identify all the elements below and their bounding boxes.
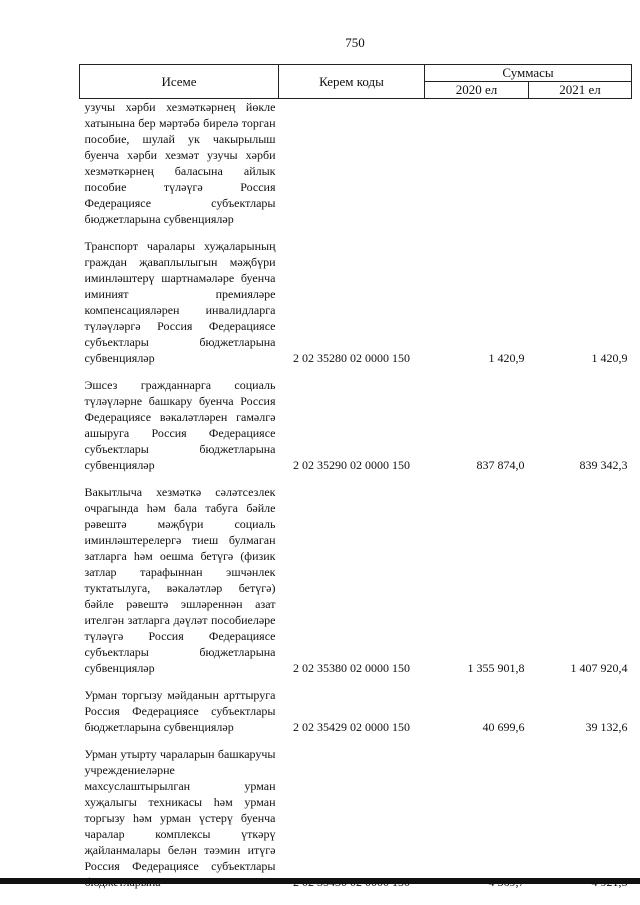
row-code: 2 02 35429 02 0000 150 <box>293 720 410 734</box>
row-value-2021 <box>529 99 632 228</box>
row-value-2021: 39 132,6 <box>585 720 628 734</box>
row-code <box>279 746 425 890</box>
budget-table <box>79 64 632 890</box>
row-name: Урман утырту чараларын башкаручы учреждениеләрне махсуслаштырылган урман хуҗалыгы техникасы һәм урман торгызу һәм урман үстерү буенча чаралар комплексы үткәрү җайланмалары белән тәэмин итүгә Россия Федерациясе субъектлары <box>84 747 276 873</box>
table-row <box>80 687 632 735</box>
row-spacer <box>80 227 632 238</box>
table-row <box>80 746 632 890</box>
row-spacer <box>80 735 632 746</box>
row-spacer <box>80 366 632 377</box>
row-name: Вакытлыча хезмәткә сәләтсезлек очрагында һәм бала табуга бәйле рәвештә мәҗбүри социаль иминләштерелергә тиеш булмаган затларга һәм оешма бетүгә (физик затлар тарафыннан эшчәнлек туктатылуга, вәкаләтләр бетүгә) бәйле рәвештә эшләреннән азат ителгән затларга дәүләт пособиеләре түләүгә Россия Федерациясе субъектлары бюджетларына субвенцияләр <box>84 485 276 675</box>
column-header-sum: Суммасы <box>425 65 632 82</box>
row-value-2020 <box>425 746 529 890</box>
row-value-2020: 1 355 901,8 <box>467 661 525 675</box>
row-value-2020 <box>425 99 529 228</box>
scan-edge-bar <box>0 878 640 884</box>
table-row <box>80 484 632 676</box>
row-name: Урман торгызу мәйданын арттыруга Россия Федерациясе субъектлары бюджетларына субвенцияләр <box>84 688 276 734</box>
row-value-2021: 1 407 920,4 <box>570 661 628 675</box>
row-code <box>279 99 425 228</box>
row-spacer <box>80 676 632 687</box>
row-value-2020: 1 420,9 <box>488 351 525 365</box>
table-row <box>80 377 632 473</box>
row-name: Транспорт чаралары хуҗаларының граждан җаваплылыгын мәҗбүри иминләштерү шартнамәләре буенча иминият премияләре компенсацияләрен инвалидларга түләүләргә Россия Федерациясе субъектлары бюджетларына субвенцияләр <box>84 239 276 365</box>
row-value-2021: 1 420,9 <box>591 351 628 365</box>
column-header-2020: 2020 ел <box>425 82 529 99</box>
row-spacer <box>80 473 632 484</box>
table-row <box>80 238 632 366</box>
column-header-2021: 2021 ел <box>529 82 632 99</box>
column-header-name: Исеме <box>80 65 279 99</box>
row-value-2021: 839 342,3 <box>579 458 628 472</box>
page-number: 750 <box>345 35 365 50</box>
row-code: 2 02 35290 02 0000 150 <box>293 458 410 472</box>
row-name: узучы хәрби хезмәткәрнең йөкле хатынына бер мәртәбә бирелә торган пособие, шулай ук чакырылыш буенча хәрби хезмәт узучы хәрби хезмәткәрнең баласына айлык пособие түләүгә Россия Федерациясе субъектлары бюджетларына субвенцияләр <box>84 100 276 226</box>
row-code: 2 02 35280 02 0000 150 <box>293 351 410 365</box>
row-name: Эшсез гражданнарга социаль түләүләрне башкару буенча Россия Федерациясе вәкаләтләрен гамәлгә ашыруга Россия Федерациясе субъектлары бюджетларына субвенцияләр <box>84 378 276 472</box>
column-header-code: Керем коды <box>279 65 425 99</box>
row-code: 2 02 35380 02 0000 150 <box>293 661 410 675</box>
table-row <box>80 99 632 228</box>
row-value-2020: 40 699,6 <box>482 720 525 734</box>
row-value-2020: 837 874,0 <box>476 458 525 472</box>
row-value-2021 <box>529 746 632 890</box>
